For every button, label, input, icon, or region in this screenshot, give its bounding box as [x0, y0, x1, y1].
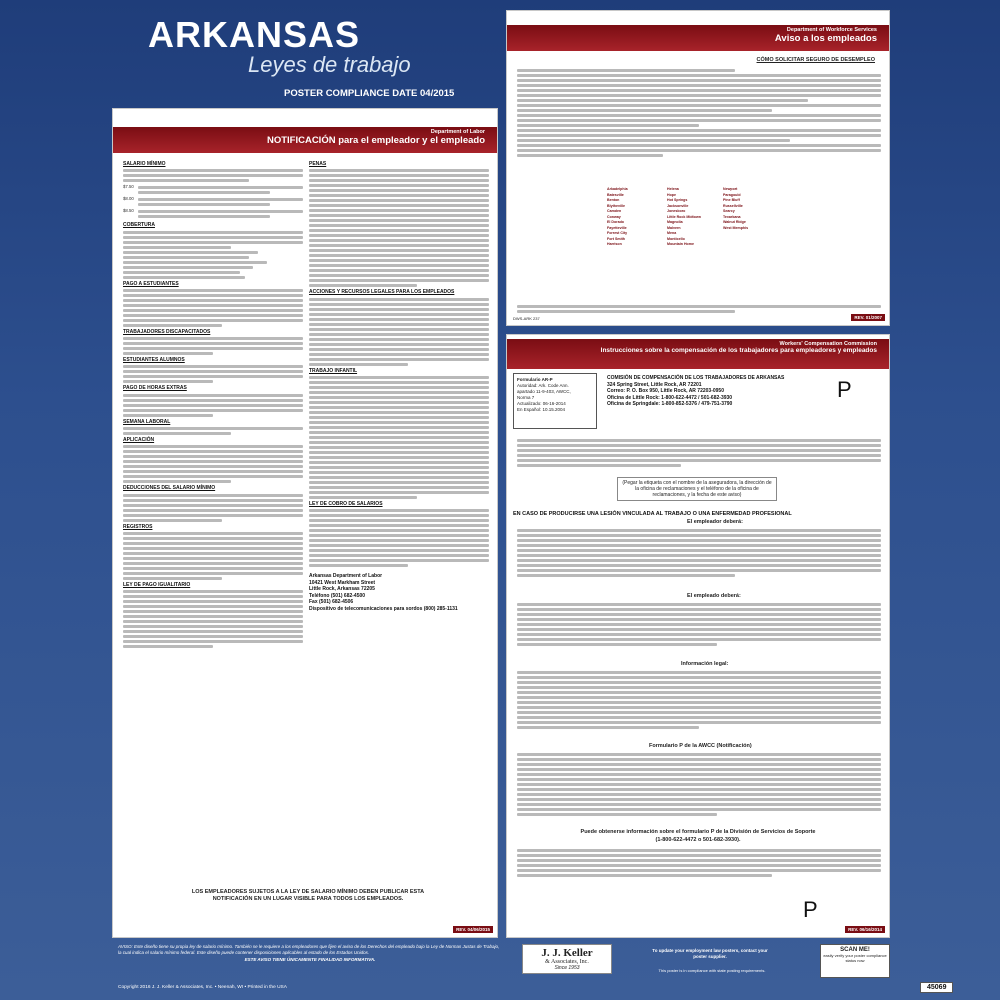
commission-line: Oficina de Springdale: 1-800-852-5376 / 479-751-3790	[607, 401, 733, 407]
left-panel-department: Department of Labor	[430, 129, 485, 135]
section-title: LEY DE COBRO DE SALARIOS	[309, 500, 383, 507]
form-p-marker-bottom: P	[803, 897, 818, 922]
office-city: Harrison	[607, 242, 622, 246]
copyright: Copyright 2016 J. J. Keller & Associates, Inc. • Neenah, WI • Printed in the USA	[118, 985, 287, 990]
section-title: SALARIO MÍNIMO	[123, 161, 166, 167]
form-box-line: Actualizado: 06-16-2014	[517, 401, 566, 406]
right-bottom-intro	[517, 437, 881, 477]
address-line: Fax (501) 682-4506	[309, 599, 354, 606]
office-city: Mena	[667, 231, 677, 235]
section-title: LEY DE PAGO IGUALITARIO	[123, 581, 191, 588]
right-top-form-code: DWS-ARK 237	[513, 316, 540, 321]
section-title: ESTUDIANTES ALUMNOS	[123, 357, 185, 364]
office-city: Magnolia	[667, 220, 683, 224]
product-id: 45069	[920, 982, 953, 993]
left-panel-title: NOTIFICACIÓN para el empleador y el empleado	[266, 135, 485, 146]
office-city: Malvern	[667, 225, 681, 230]
left-column-1	[123, 159, 303, 919]
office-city: Monticello	[667, 236, 685, 241]
office-city: Jacksonville	[667, 203, 689, 208]
left-panel	[112, 108, 498, 938]
form-box-line: Norma 7	[517, 395, 535, 400]
office-city: Hope	[667, 192, 676, 197]
jj-keller-logo	[522, 944, 612, 974]
left-closing: LOS EMPLEADORES SUJETOS A LA LEY DE SALARIO MÍNIMO DEBEN PUBLICAR ESTA NOTIFICACIÓN EN UN LUGAR VISIBLE PARA TODOS LOS EMPLEADOS.	[191, 889, 425, 902]
office-city: Blytheville	[607, 203, 625, 208]
employee-must: El empleado deberá:	[687, 593, 741, 599]
form-box-line: En Español: 10.15.2004	[517, 407, 566, 412]
labor-address-block	[309, 573, 489, 612]
office-city: Batesville	[607, 192, 624, 197]
right-top-panel	[506, 10, 890, 326]
office-list-col3	[723, 187, 748, 231]
address-line: Dispositivo de telecomunicaciones para sordos (800) 285-1131	[309, 605, 458, 612]
right-bottom-rev: REV. 06/16/2014	[845, 926, 885, 933]
left-rev: REV. 04/06/2015	[453, 926, 493, 933]
office-city: Russellville	[723, 203, 743, 208]
compliance-note: This poster is in compliance with state posting requirements.	[658, 968, 766, 973]
office-city: Paragould	[723, 192, 741, 197]
legal-info-heading: Información legal:	[681, 661, 729, 667]
section-title: DEDUCCIONES DEL SALARIO MÍNIMO	[123, 485, 216, 492]
section-title: PENAS	[309, 161, 327, 167]
right-top-warning	[517, 303, 881, 315]
address-line: Arkansas Department of Labor	[309, 573, 383, 580]
commission-address	[607, 375, 827, 408]
form-p-body	[517, 751, 881, 827]
address-line: Teléfono (501) 682-4500	[309, 592, 366, 599]
form-box-line: Formulario AR-P	[517, 377, 553, 382]
section-title: TRABAJADORES DISCAPACITADOS	[123, 328, 211, 335]
section-title: ACCIONES Y RECURSOS LEGALES PARA LOS EMPLEADOS	[309, 289, 455, 296]
form-p-heading: Formulario P de la AWCC (Notificación)	[649, 743, 752, 749]
office-city: Camden	[607, 209, 622, 213]
scan-sub: easily verify your poster compliance status now	[823, 953, 887, 963]
office-city: West Memphis	[723, 225, 749, 230]
commission-line: COMISIÓN DE COMPENSACIÓN DE LOS TRABAJADORES DE ARKANSAS	[607, 375, 785, 381]
poster-date: POSTER COMPLIANCE DATE 04/2015	[284, 88, 455, 99]
fine-print	[517, 847, 881, 887]
employee-duties	[517, 601, 881, 659]
office-city: Little Rock Midtown	[667, 214, 701, 219]
address-line: 10421 West Markham Street	[309, 579, 376, 586]
form-ar-p-box	[513, 373, 597, 429]
right-bottom-title: Instrucciones sobre la compensación de los trabajadores para empleadores y empleados	[600, 347, 877, 354]
office-city: Conway	[607, 214, 621, 219]
office-city: El Dorado	[607, 220, 624, 224]
support-phone: (1-800-622-4472 o 501-682-3930).	[655, 837, 741, 843]
logo-name: J. J. Keller	[541, 947, 593, 959]
office-city: Searcy	[723, 209, 735, 213]
right-top-subtitle: CÓMO SOLICITAR SEGURO DE DESEMPLEO	[756, 57, 875, 63]
commission-line: Correo: P. O. Box 950, Little Rock, AR 72203-0950	[607, 388, 724, 394]
office-city: Walnut Ridge	[723, 220, 746, 224]
commission-line: Oficina de Little Rock: 1-800-622-4472 / 501-682-3930	[607, 394, 733, 401]
wage-rate: $7.50	[123, 184, 134, 190]
office-city: Fort Smith	[607, 236, 625, 241]
office-city: Pine Bluff	[723, 198, 740, 202]
right-top-title: Aviso a los empleados	[774, 33, 877, 44]
office-city: Helena	[667, 187, 679, 191]
section-title: APLICACIÓN	[123, 437, 155, 444]
state-title: ARKANSAS	[148, 14, 361, 55]
right-top-body	[517, 67, 881, 177]
footer-informational: ESTE AVISO TIENE ÚNICAMENTE FINALIDAD INFORMATIVA.	[244, 956, 376, 962]
section-title: TRABAJO INFANTIL	[309, 367, 358, 374]
left-column-2	[309, 159, 489, 879]
address-line: Little Rock, Arkansas 72205	[309, 586, 375, 593]
office-city: Arkadelphia	[607, 187, 628, 191]
office-city: Forrest City	[607, 231, 628, 235]
poster-subtitle: Leyes de trabajo	[248, 52, 411, 77]
section-title: PAGO DE HORAS EXTRAS	[123, 385, 187, 392]
section-title: REGISTROS	[123, 523, 153, 530]
form-p-marker: P	[837, 377, 852, 402]
office-city: Mountain Home	[667, 242, 694, 246]
office-city: Newport	[723, 187, 738, 191]
office-city: Benton	[607, 198, 620, 202]
office-list-col1	[607, 187, 628, 248]
form-box-line: Autoridad: Ark. Code Ann.	[517, 383, 569, 388]
section-title: PAGO A ESTUDIANTES	[123, 280, 179, 287]
right-bottom-panel	[506, 334, 890, 938]
footer-warning	[118, 944, 502, 962]
footer-warning-text: AVISO: Este diseño tiene su propia ley de salario mínimo. También se le requiere a los empleadores que fijen el aviso de los Derechos del empleado bajo la Ley de Normas Justas de Trabajo, la cual indica el salario mínimo federal. Este diseño puede contener disposiciones aplicables al estado de los Estados Unidos.	[118, 944, 500, 955]
office-city: Fayetteville	[607, 225, 627, 230]
right-top-rev: REV. 01/2007	[851, 314, 885, 321]
office-city: Hot Springs	[667, 198, 688, 202]
employer-must: El empleador deberá:	[687, 519, 743, 525]
insurer-note: (Pegar la etiqueta con el nombre de la aseguradora, la dirección de la oficina de reclamaciones y el teléfono de la oficina de reclamaciones, y la fecha de este aviso)	[617, 477, 777, 501]
scan-title: SCAN ME!	[840, 947, 870, 953]
right-top-header	[507, 25, 889, 51]
left-panel-header	[113, 127, 497, 153]
right-bottom-header	[507, 339, 889, 369]
section-title: SEMANA LABORAL	[123, 418, 171, 425]
office-city: Jonesboro	[667, 209, 686, 213]
wage-rate: $8.50	[123, 208, 134, 214]
office-list-col2	[667, 187, 701, 248]
support-line: Puede obtenerse información sobre el formulario P de la División de Servicios de Soporte	[580, 829, 816, 835]
wage-rate: $8.00	[123, 196, 134, 202]
update-note: To update your employment law posters, contact your poster supplier.	[652, 948, 768, 959]
employer-duties	[517, 527, 881, 591]
form-box-line: apartado 11-9-403, AWCC,	[517, 389, 571, 394]
right-top-department: Department of Workforce Services	[786, 27, 877, 33]
office-city: Texarkana	[723, 214, 741, 219]
logo-since: Since 1953	[554, 965, 580, 971]
commission-line: 324 Spring Street, Little Rock, AR 72201	[607, 381, 702, 388]
scan-me-box[interactable]	[820, 944, 890, 978]
logo-sub: & Associates, Inc.	[545, 959, 589, 965]
legal-info-body	[517, 669, 881, 741]
injury-heading: EN CASO DE PRODUCIRSE UNA LESIÓN VINCULADA AL TRABAJO O UNA ENFERMEDAD PROFESIONAL	[513, 511, 792, 517]
section-title: COBERTURA	[123, 222, 155, 229]
right-bottom-department: Workers' Compensation Commission	[779, 341, 877, 347]
